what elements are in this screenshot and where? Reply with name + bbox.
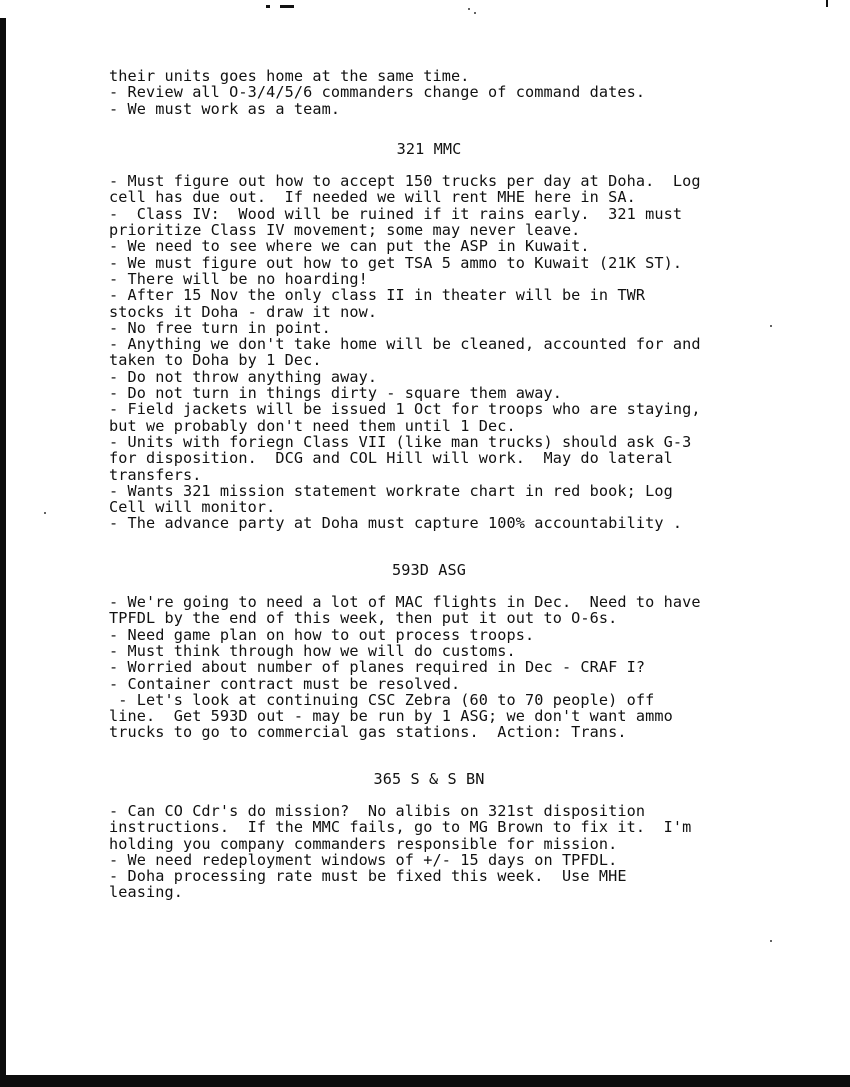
body-line: - We need to see where we can put the ASP in Kuwait. (109, 237, 590, 256)
scan-mark-tick (826, 0, 828, 7)
body-line: cell has due out. If needed we will rent MHE here in SA. (109, 188, 636, 207)
scan-mark-dot (266, 5, 270, 8)
body-line: - Can CO Cdr's do mission? No alibis on 321st disposition (109, 801, 646, 820)
intro-block (109, 68, 769, 117)
body-line: - Wants 321 mission statement workrate chart in red book; Log (109, 481, 673, 500)
body-line: - Doha processing rate must be fixed this week. Use MHE (109, 867, 627, 886)
scan-speck (44, 512, 46, 514)
section-heading: 321 MMC (396, 139, 462, 158)
intro-line: their units goes home at the same time. (109, 67, 470, 85)
scan-speck (770, 325, 772, 327)
body-line: trucks to go to commercial gas stations. Action: Trans. (109, 723, 627, 742)
body-line: - Let's look at continuing CSC Zebra (60 to 70 people) off (109, 690, 655, 709)
body-line: - No free turn in point. (109, 318, 331, 337)
body-line: leasing. (109, 883, 183, 902)
section-321-mmc (109, 117, 769, 532)
body-line: - Field jackets will be issued 1 Oct for troops who are staying, (109, 400, 701, 419)
body-line: transfers. (109, 465, 202, 484)
body-line: taken to Doha by 1 Dec. (109, 351, 322, 370)
body-line: - Do not turn in things dirty - square them away. (109, 384, 562, 403)
scan-mark-dash (280, 5, 294, 8)
body-line: - There will be no hoarding! (109, 269, 368, 288)
scan-speck (770, 940, 772, 942)
body-line: but we probably don't need them until 1 Dec. (109, 416, 516, 435)
body-line: - We need redeployment windows of +/- 15 days on TPFDL. (109, 850, 618, 869)
section-heading: 365 S & S BN (373, 769, 485, 788)
body-line: - Units with foriegn Class VII (like man trucks) should ask G-3 (109, 432, 692, 451)
body-line: - Must think through how we will do customs. (109, 641, 516, 660)
body-line: - Need game plan on how to out process troops. (109, 625, 535, 644)
scan-border-bottom (0, 1075, 850, 1087)
scan-border-left (0, 18, 6, 1087)
body-line: - After 15 Nov the only class II in theater will be in TWR (109, 286, 646, 305)
body-line: Cell will monitor. (109, 498, 276, 517)
body-line: - Must figure out how to accept 150 trucks per day at Doha. Log (109, 172, 701, 191)
body-line: - We must figure out how to get TSA 5 ammo to Kuwait (21K ST). (109, 253, 683, 272)
section-heading: 593D ASG (392, 560, 466, 579)
scan-speck (474, 12, 476, 14)
body-line: instructions. If the MMC fails, go to MG Brown to fix it. I'm (109, 818, 692, 837)
section-593d-asg (109, 532, 769, 741)
body-line: - The advance party at Doha must capture 100% accountability . (109, 514, 683, 533)
body-line: prioritize Class IV movement; some may never leave. (109, 221, 581, 240)
body-line: - Class IV: Wood will be ruined if it rains early. 321 must (109, 204, 683, 223)
scan-speck (468, 8, 470, 10)
body-line: - Worried about number of planes required in Dec - CRAF I? (109, 658, 646, 677)
body-line: for disposition. DCG and COL Hill will work. May do lateral (109, 449, 673, 468)
body-line: line. Get 593D out - may be run by 1 ASG; we don't want ammo (109, 707, 673, 726)
section-365-s-s-bn (109, 741, 769, 901)
body-line: - We're going to need a lot of MAC flights in Dec. Need to have (109, 593, 701, 612)
body-line: - Anything we don't take home will be cleaned, accounted for and (109, 335, 701, 354)
intro-line: - Review all O-3/4/5/6 commanders change of command dates. (109, 83, 646, 102)
body-line: stocks it Doha - draw it now. (109, 302, 378, 321)
intro-line: - We must work as a team. (109, 99, 341, 118)
body-line: holding you company commanders responsible for mission. (109, 834, 618, 853)
body-line: - Container contract must be resolved. (109, 674, 461, 693)
document-page (109, 68, 769, 901)
body-line: - Do not throw anything away. (109, 367, 378, 386)
body-line: TPFDL by the end of this week, then put it out to O-6s. (109, 609, 618, 628)
